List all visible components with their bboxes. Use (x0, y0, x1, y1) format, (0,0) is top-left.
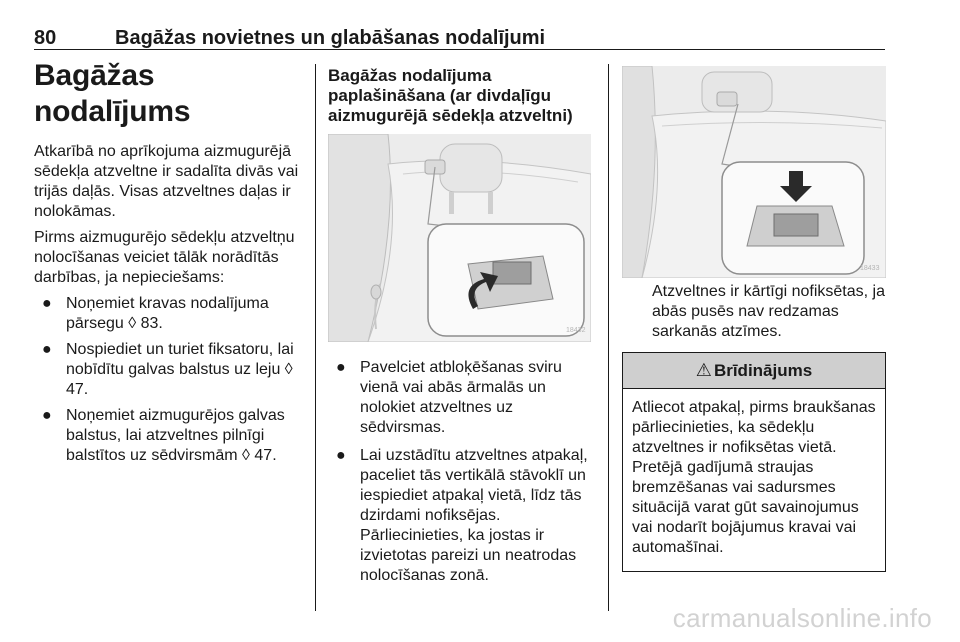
bullet-icon: ● (42, 341, 52, 358)
warning-box (622, 352, 886, 572)
list-item-text: Nospiediet un turiet fiksatoru, lai nobīdītu galvas balstus uz leju ◊ 47. (66, 341, 294, 398)
svg-text:18433: 18433 (860, 265, 880, 272)
seat-lock-indicator-illustration (622, 66, 886, 278)
list-item-text: Pavelciet atbloķēšanas sviru vienā vai abās ārmalās un nolokiet atzveltnes uz sēdvirsmas. (360, 359, 562, 436)
page-header (34, 26, 885, 50)
list-item (34, 340, 302, 400)
column-middle (328, 66, 596, 594)
preparation-paragraph: Pirms aizmugurējo sēdekļu atzveltņu nolocīšanas veiciet tālāk norādītās darbības, ja nepieciešams: (34, 229, 295, 286)
intro-paragraph: Atkarībā no aprīkojuma aizmugurējā sēdekļa atzveltne ir sadalīta divās vai trijās daļās. Visas atzveltnes daļas ir nolokāmas. (34, 143, 299, 220)
column-divider (315, 64, 316, 611)
bullet-icon: ● (336, 447, 346, 464)
svg-text:18432: 18432 (566, 327, 586, 334)
preparation-list (34, 294, 302, 466)
page-title: Bagāžas novietnes un glabāšanas nodalījumi (115, 27, 546, 49)
column-divider (608, 64, 609, 611)
watermark: carmanualsonline.info (672, 603, 932, 633)
list-item-note: Pārliecinieties, ka jostas ir izvietotas pareizi un neatrodas nolocīšanas zonā. (360, 527, 577, 584)
bullet-icon: ● (42, 407, 52, 424)
column-right (622, 66, 886, 572)
list-item-text: Noņemiet aizmugurējos galvas balstus, lai atzveltnes pilnīgi balstītos uz sēdvirsmām ◊ 47. (66, 407, 285, 464)
list-item (34, 406, 302, 466)
seat-release-lever-drawing (328, 134, 591, 342)
seat-release-lever-illustration (328, 134, 591, 342)
column-left (34, 58, 302, 472)
list-item-text: Lai uzstādītu atzveltnes atpakaļ, paceliet tās vertikālā stāvoklī un iespiediet atpakaļ vietā, līdz tās dzirdami nofiksējas. (360, 447, 588, 524)
list-item (34, 294, 302, 334)
warning-text: Atliecot atpakaļ, pirms braukšanas pārliecinieties, ka sēdekļu atzveltnes ir nofiksētas vietā. Pretējā gadījumā straujas bremzēšanas vai sadursmes situācijā varat gūt savainojumus vai nodarīt bojājumus kravai vai automašīnai. (632, 399, 876, 556)
warning-header (623, 353, 885, 389)
subsection-heading: Bagāžas nodalījuma paplašināšana (ar divdaļīgu aizmugurējā sēdekļa atzveltni) (328, 66, 573, 125)
lock-check-caption: Atzveltnes ir kārtīgi nofiksētas, ja abās pusēs nav redzamas sarkanās atzīmes. (652, 283, 885, 340)
list-item (328, 446, 596, 586)
warning-title: Brīdinājums (713, 360, 813, 380)
list-item-text: Noņemiet kravas nodalījuma pārsegu ◊ 83. (66, 295, 269, 332)
bullet-icon: ● (336, 359, 346, 376)
bullet-icon: ● (42, 295, 52, 312)
section-heading: Bagāžas nodalījums (34, 59, 191, 128)
folding-steps-list (328, 358, 596, 586)
warning-icon: ⚠ (695, 360, 712, 380)
seat-lock-indicator-drawing (622, 66, 886, 278)
page-number: 80 (34, 27, 57, 49)
list-item (328, 358, 596, 438)
